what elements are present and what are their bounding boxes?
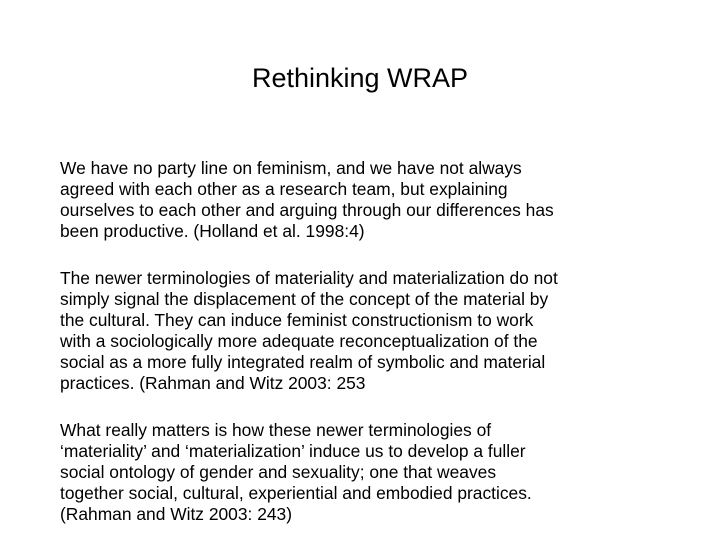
slide-title: Rethinking WRAP (251, 63, 469, 93)
text-line: together social, cultural, experiential and embodied practices. (60, 483, 532, 503)
text-line: the cultural. They can induce feminist constructionism to work (60, 310, 534, 330)
text-line: social ontology of gender and sexuality; one that weaves (60, 462, 497, 482)
text-line: ourselves to each other and arguing through our differences has (60, 200, 554, 220)
text-line: The newer terminologies of materiality and materialization do not (60, 268, 558, 288)
slide-body (60, 158, 660, 540)
text-line: simply signal the displacement of the concept of the material by (60, 289, 549, 309)
quote-paragraph-2 (60, 268, 660, 394)
text-line: been productive. (Holland et al. 1998:4) (60, 221, 365, 241)
text-line: (Rahman and Witz 2003: 243) (60, 504, 292, 524)
text-line: practices. (Rahman and Witz 2003: 253 (60, 373, 366, 393)
text-line: social as a more fully integrated realm of symbolic and material (60, 352, 546, 372)
quote-paragraph-1 (60, 158, 660, 242)
text-line: with a sociologically more adequate reconceptualization of the (60, 331, 538, 351)
text-line: ‘materiality’ and ‘materialization’ induce us to develop a fuller (60, 441, 526, 461)
text-line: We have no party line on feminism, and we have not always (60, 158, 522, 178)
quote-paragraph-3 (60, 420, 660, 525)
text-line: agreed with each other as a research team, but explaining (60, 179, 508, 199)
text-line: What really matters is how these newer terminologies of (60, 420, 492, 440)
